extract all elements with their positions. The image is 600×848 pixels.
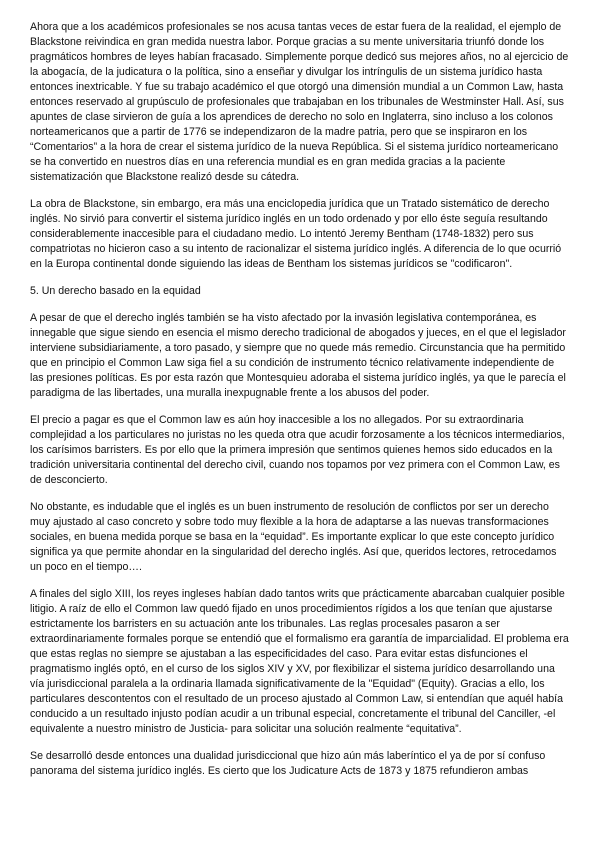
paragraph-equity-concept: No obstante, es indudable que el inglés es un buen instrumento de resolución de conflictos por ser un derecho muy ajustado al caso concreto y sobre todo muy flexible a la hora de adaptarse a las nuevas transformaciones sociales, en buena medida porque se basa en la “equidad”. Es importante explicar lo que este concepto jurídico significa ya que permite ahondar en la singularidad del derecho inglés. Así que, queridos lectores, retrocedamos un poco en el tiempo…. xyxy=(30,501,557,573)
section-heading: 5. Un derecho basado en la equidad xyxy=(30,285,201,297)
paragraph-price-to-pay: El precio a pagar es que el Common law es aún hoy inaccesible a los no allegados. Por su extraordinaria complejidad a los particulares no juristas no les queda otra que acudir forzosamente a los técnicos intermediarios, los carísimos barristers. Es por ello que la primera impresión que sentimos quienes hemos sido educados en la tradición universitaria continental del derecho civil, cuando nos topamos por vez primera con el Common Law, es de desconcierto. xyxy=(30,414,565,486)
paragraph-legislative-invasion: A pesar de que el derecho inglés también se ha visto afectado por la invasión legislativa contemporánea, es innegable que sigue siendo en esencia el mismo derecho tradicional de abogados y jueces, en el que el legislador interviene subsidiariamente, a toro pasado, y siempre que no quede más remedio. Circunstancia que ha permitido que en principio el Common Law siga fiel a su condición de instrumento técnico relativamente independiente de las presiones políticas. Es por esta razón que Montesquieu adoraba el sistema jurídico inglés, ya que le parecía el paradigma de las libertades, una muralla inexpugnable frente a los abusos del poder. xyxy=(30,312,566,399)
paragraph-blackstone-encyclopedia: La obra de Blackstone, sin embargo, era más una enciclopedia jurídica que un Tratado sistemático de derecho inglés. No sirvió para convertir el sistema jurídico inglés en un todo ordenado y por ello éste seguía resultando considerablemente inaccesible para el ciudadano medio. Lo intentó Jeremy Bentham (1748-1832) pero sus compatriotas no hicieron caso a su intento de racionalizar el sistema jurídico inglés. A diferencia de lo que ocurrió en la Europa continental donde siguiendo las ideas de Bentham los sistemas jurídicos se "codificaron". xyxy=(30,198,562,270)
paragraph-dual-jurisdiction: Se desarrolló desde entonces una dualidad jurisdiccional que hizo aún más laberíntico el ya de por sí confuso panorama del sistema jurídico inglés. Es cierto que los Judicature Acts de 1873 y 1875 refundieron ambas xyxy=(30,750,546,777)
paragraph-writs-history: A finales del siglo XIII, los reyes ingleses habían dado tantos writs que prácticamente abarcaban cualquier posible litigio. A raíz de ello el Common law quedó fijado en unos procedimientos rígidos a los que tenían que ajustarse estrictamente los barristers en su actuación ante los tribunales. Las reglas procesales pasaron a ser extraordinariamente formales porque se entendió que el formalismo era garantía de imparcialidad. El problema era que estas reglas no siempre se ajustaban a las especificidades del caso. Para evitar estas disfunciones el pragmatismo inglés optó, en el curso de los siglos XIV y XV, por flexibilizar el sistema jurídico desarrollando una vía jurisdiccional paralela a la ordinaria llamada significativamente de la "Equidad" (Equity). Gracias a ello, los particulares descontentos con el resultado de un proceso ajustado al Common Law, si entendían que aquél había conducido a un resultado injusto podían acudir a un tribunal especial, concretamente el tribunal del Canciller, -el equivalente a nuestro ministro de Justicia- para solicitar una solución realmente “equitativa”. xyxy=(30,588,569,735)
paragraph-blackstone-academic: Ahora que a los académicos profesionales se nos acusa tantas veces de estar fuera de la realidad, el ejemplo de Blackstone reivindica en gran medida nuestra labor. Porque gracias a su mente universitaria triunfó donde los pragmáticos hombres de leyes habían fracasado. Simplemente porque dedicó sus mejores años, no al ejercicio de la abogacía, de la judicatura o la política, sino a enseñar y divulgar los intríngulis de un sistema jurídico hasta entonces inextricable. Y fue su trabajo académico el que otorgó una dimensión mundial a un Common Law, hasta entonces reservado al grupúsculo de profesionales que trabajaban en los tribunales de Westminster Hall. Así, sus apuntes de clase sirvieron de guía a los aprendices de derecho no solo en Inglaterra, sino incluso a los colonos norteamericanos que a partir de 1776 se independizaron de la madre patria, pero que se inspiraron en los “Comentarios” a la hora de crear el sistema jurídico de la nueva República. Si el sistema jurídico norteamericano se ha convertido en nuestros días en una referencia mundial es en gran medida gracias a la paciente sistematización que Blackstone realizó desde su cátedra. xyxy=(30,21,569,183)
